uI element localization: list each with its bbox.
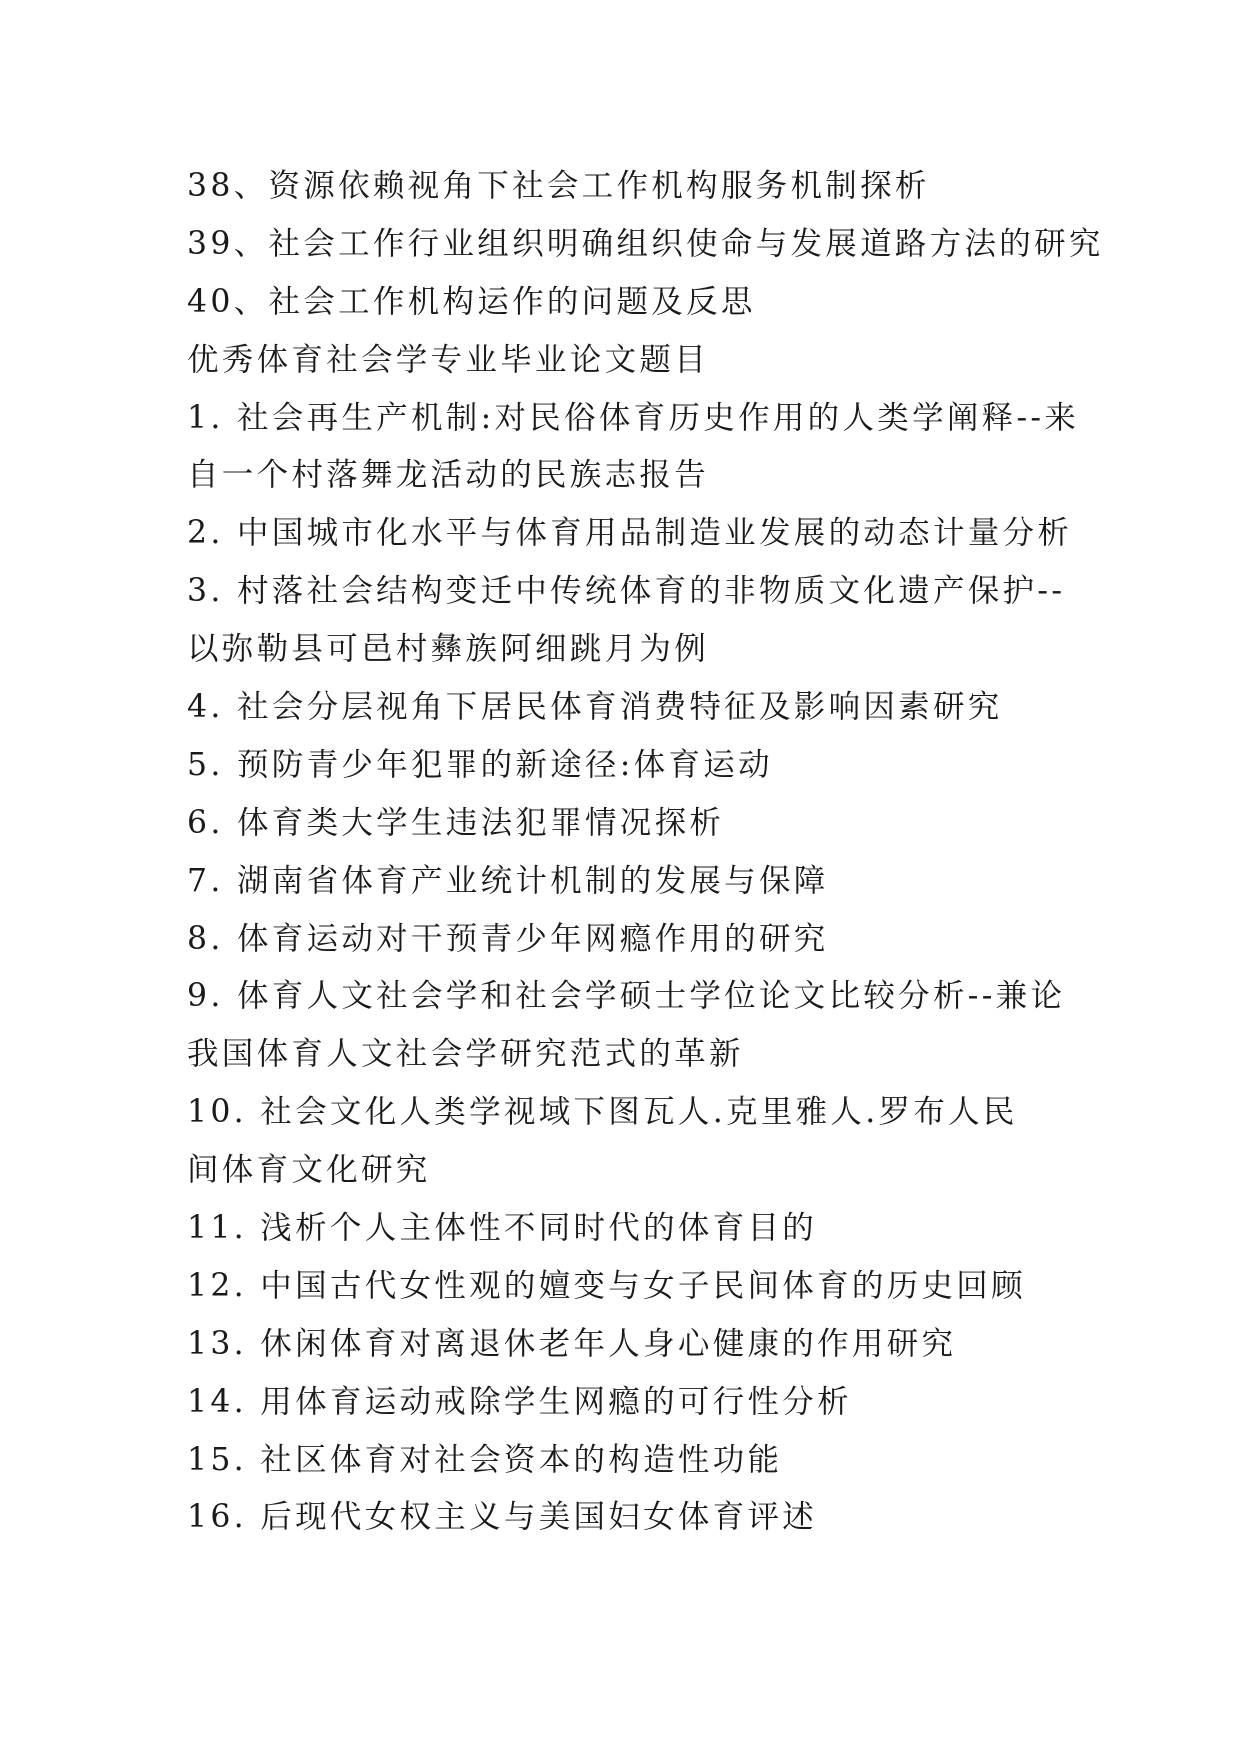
list-item: 7. 湖南省体育产业统计机制的发展与保障 (187, 862, 829, 899)
list-item: 14. 用体育运动戒除学生网瘾的可行性分析 (187, 1383, 852, 1420)
document-body (187, 158, 1104, 1547)
list-item: 10. 社会文化人类学视域下图瓦人.克里雅人.罗布人民 (187, 1094, 1018, 1131)
list-item-continuation: 间体育文化研究 (187, 1152, 431, 1189)
section-heading: 优秀体育社会学专业毕业论文题目 (187, 341, 710, 378)
list-item: 38、资源依赖视角下社会工作机构服务机制探析 (187, 168, 930, 204)
list-item-continuation: 以弥勒县可邑村彝族阿细跳月为例 (187, 631, 710, 668)
list-item: 9. 体育人文社会学和社会学硕士学位论文比较分析--兼论 (187, 978, 1066, 1015)
list-item: 12. 中国古代女性观的嬗变与女子民间体育的历史回顾 (187, 1267, 1026, 1304)
list-item: 2. 中国城市化水平与体育用品制造业发展的动态计量分析 (187, 515, 1073, 552)
list-item: 40、社会工作机构运作的问题及反思 (187, 283, 756, 320)
list-item: 8. 体育运动对干预青少年网瘾作用的研究 (187, 920, 829, 957)
list-item: 4. 社会分层视角下居民体育消费特征及影响因素研究 (187, 689, 1003, 726)
list-item: 39、社会工作行业组织明确组织使命与发展道路方法的研究 (187, 225, 1104, 262)
list-item-continuation: 自一个村落舞龙活动的民族志报告 (187, 457, 710, 494)
list-item: 3. 村落社会结构变迁中传统体育的非物质文化遗产保护-- (187, 573, 1066, 610)
list-item: 13. 休闲体育对离退休老年人身心健康的作用研究 (187, 1325, 957, 1362)
list-item: 5. 预防青少年犯罪的新途径:体育运动 (187, 746, 773, 783)
list-item-continuation: 我国体育人文社会学研究范式的革新 (187, 1036, 744, 1073)
list-item: 15. 社区体育对社会资本的构造性功能 (187, 1441, 783, 1478)
list-item: 11. 浅析个人主体性不同时代的体育目的 (187, 1210, 818, 1247)
list-item: 1. 社会再生产机制:对民俗体育历史作用的人类学阐释--来 (187, 399, 1080, 436)
list-item: 6. 体育类大学生违法犯罪情况探析 (187, 804, 725, 841)
list-item: 16. 后现代女权主义与美国妇女体育评述 (187, 1499, 818, 1536)
